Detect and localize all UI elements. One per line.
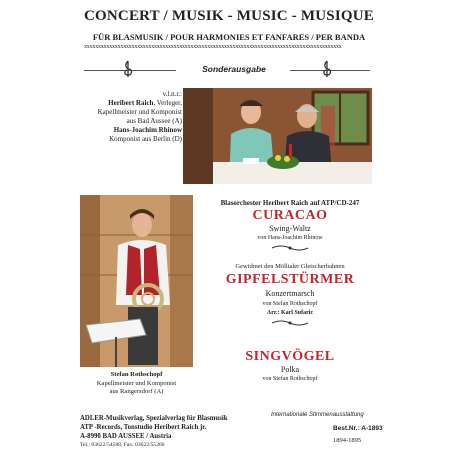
photo-caption xyxy=(80,371,193,397)
publisher-line3: A-8990 BAD AUSSEE / Austria xyxy=(80,432,172,440)
page-title: CONCERT / MUSIK - MUSIC - MUSIQUE xyxy=(84,8,374,24)
divider-ornament-icon xyxy=(271,245,309,251)
piece-title: CURACAO xyxy=(252,208,328,223)
edition-label: Sonderausgabe xyxy=(202,64,266,74)
photo-credits xyxy=(96,90,182,144)
page-subtitle: FÜR BLASMUSIK / POUR HARMONIES ET FANFARES / PER BANDA xyxy=(92,32,366,42)
divider-ornament-icon xyxy=(271,320,309,326)
recording-info: Blasorchester Heribert Raich auf ATP/CD-247 xyxy=(220,199,360,207)
piece-genre: Swing-Waltz xyxy=(269,224,311,233)
photo-stefan-rothschopf xyxy=(80,195,193,367)
x-separator-line: xxxxxxxxxxxxxxxxxxxxxxxxxxxxxxxxxxxxxxxxxxxxxxxxxxxxxxxxxxxxxxxxxxxxxxxxxxxxxxxxxxxxxxxxxxxx xyxy=(84,44,342,50)
publisher-line1: ADLER-Musikverlag, Spezialverlag für Blasmusik xyxy=(80,415,228,422)
caption-line2: aus Rangersdorf (A) xyxy=(109,388,164,395)
piece-composer: von Hans-Joachim Rhinow xyxy=(257,235,323,241)
piece-dedication: Gewidmet den Mölltaler Gletscherbahnen xyxy=(235,263,345,270)
right-treble-clef-icon xyxy=(320,60,334,78)
order-number: Best.Nr.: A-1893 xyxy=(333,425,383,432)
piece-genre: Konzertmarsch xyxy=(265,289,315,298)
piece-title: SINGVÖGEL xyxy=(245,349,335,364)
photo-composers xyxy=(183,88,372,184)
credits-intro: v.l.n.r.: xyxy=(162,90,182,98)
credit-person1-role: , Verleger, Kapellmeister und Komponist aus Bad Aussee (A) xyxy=(97,99,182,125)
credit-person2-name: Hans-Joachim Rhinow xyxy=(113,126,182,134)
piece-arranger: Arr.: Karl Sufaric xyxy=(266,310,314,316)
caption-name: Stefan Rothschopf xyxy=(110,371,163,378)
piece-title: GIPFELSTÜRMER xyxy=(225,272,355,287)
publisher-info xyxy=(80,415,280,450)
piece-composer: von Stefan Rothschopf xyxy=(262,301,318,307)
credit-person2-role: Komponist aus Berlin (D) xyxy=(109,135,182,143)
catalog-range: 1894-1895 xyxy=(333,437,362,444)
publisher-contact: Tel.: 03622/54588, Fax: 03622/55266 xyxy=(80,442,165,449)
piece-composer: von Stefan Rothschopf xyxy=(262,376,318,382)
publisher-line2: ATP -Records, Tonstudio Heribert Raich jr. xyxy=(80,423,207,431)
caption-line1: Kapellmeister und Komponist xyxy=(96,379,177,387)
credit-person1-name: Heribert Raich xyxy=(108,99,154,107)
piece-genre: Polka xyxy=(280,365,300,374)
instrumentation-note: Internationale Stimmenausstattung xyxy=(271,412,364,418)
left-treble-clef-icon xyxy=(121,60,135,78)
